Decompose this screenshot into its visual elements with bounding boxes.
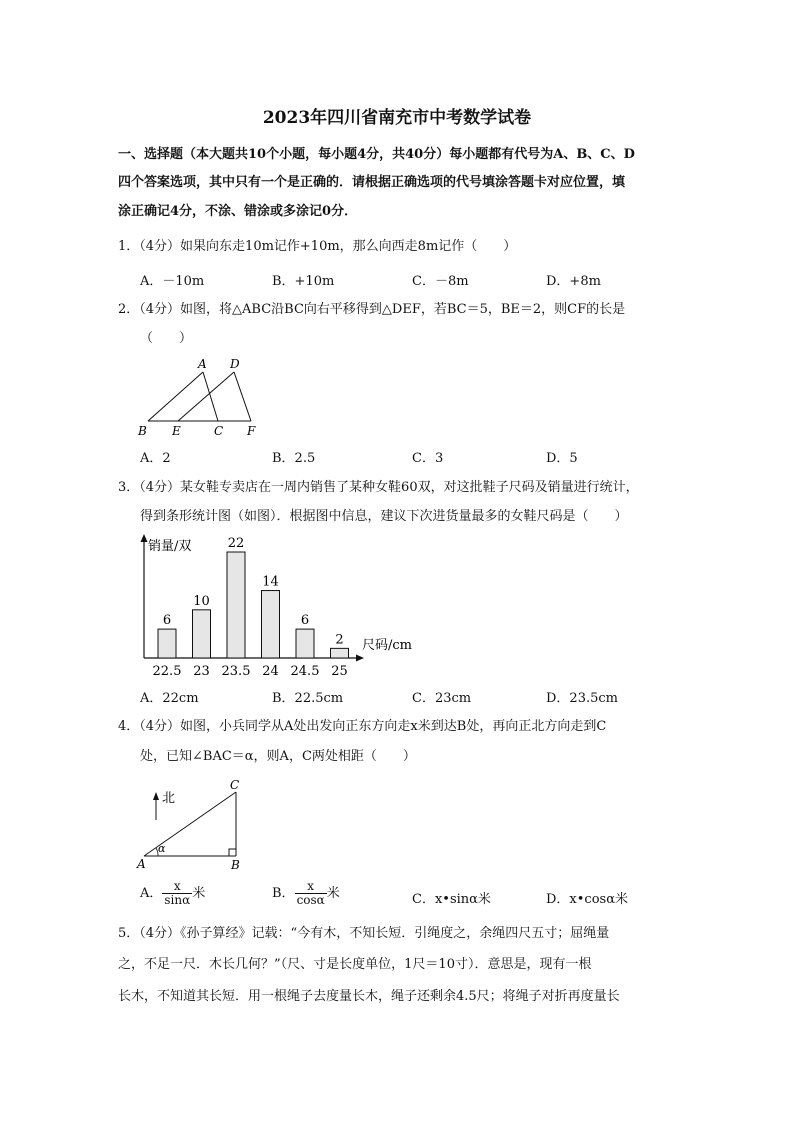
label-a: A bbox=[198, 357, 207, 371]
north-label: 北 bbox=[162, 791, 176, 806]
section-instructions-line2: 四个答案选项，其中只有一个是正确的．请根据正确选项的代号填涂答题卡对应位置，填 bbox=[118, 175, 626, 190]
bar-value-label: 6 bbox=[300, 613, 310, 629]
y-axis-arrow bbox=[141, 534, 148, 542]
x-tick-label: 25 bbox=[331, 664, 348, 679]
label-e: E bbox=[172, 424, 181, 438]
section-instructions-line3: 涂正确记4分，不涂、错涂或多涂记0分． bbox=[118, 204, 358, 219]
x-axis-arrow bbox=[356, 655, 364, 662]
bar-25 bbox=[331, 648, 349, 658]
question-4-stem-cont: 处，已知∠BAC＝α，则A，C两处相距（ ） bbox=[140, 749, 416, 764]
label-d: D bbox=[230, 357, 240, 371]
question-4-stem: 4．（4分）如图，小兵同学从A处出发向正东方向走x米到达B处，再向正北方向走到C bbox=[118, 719, 607, 734]
x-tick-label: 23 bbox=[193, 664, 210, 679]
q1-option-d: D．+8m bbox=[546, 274, 601, 289]
fraction-denominator: sinα bbox=[164, 893, 191, 907]
x-tick-label: 22.5 bbox=[152, 664, 182, 679]
bar-24.5 bbox=[296, 629, 314, 658]
bar-value-label: 14 bbox=[262, 574, 279, 590]
right-triangle-figure bbox=[132, 774, 252, 874]
fraction-numerator: x bbox=[295, 880, 327, 894]
right-angle-mark bbox=[229, 849, 236, 856]
bar-22.5 bbox=[158, 629, 176, 658]
q2-option-a: A．2 bbox=[140, 451, 171, 466]
label-b: B bbox=[231, 858, 240, 872]
question-5-line1: 5．（4分）《孙子算经》记载：“今有木，不知长短．引绳度之，余绳四尺五寸；屈绳量 bbox=[118, 926, 610, 941]
q2-option-d: D．5 bbox=[546, 451, 578, 466]
q1-option-c: C．－8m bbox=[412, 274, 469, 289]
q4-option-d: D．x•cosα米 bbox=[546, 892, 628, 907]
question-3-stem: 3．（4分）某女鞋专卖店在一周内销售了某种女鞋60双，对这批鞋子尺码及销量进行统计， bbox=[118, 480, 639, 495]
north-arrow-head bbox=[153, 792, 159, 800]
q3-option-b: B．22.5cm bbox=[272, 691, 344, 706]
q2-option-c: C．3 bbox=[412, 451, 444, 466]
label-c: C bbox=[214, 424, 224, 438]
page-title: 2023年四川省南充市中考数学试卷 bbox=[262, 108, 532, 128]
bar-value-label: 10 bbox=[193, 593, 210, 609]
translation-triangle-figure bbox=[130, 352, 270, 438]
q4-option-a-unit: 米 bbox=[192, 886, 206, 901]
q1-option-b: B．+10m bbox=[272, 274, 335, 289]
label-c: C bbox=[230, 778, 240, 792]
label-a: A bbox=[137, 857, 146, 871]
x-axis-label: 尺码/cm bbox=[362, 638, 412, 653]
shoe-size-bar-chart bbox=[128, 530, 428, 680]
question-1-stem: 1．（4分）如果向东走10m记作+10m，那么向西走8m记作（ ） bbox=[118, 239, 517, 254]
bar-23.5 bbox=[227, 552, 245, 658]
q4-option-b-fraction bbox=[295, 880, 327, 907]
q3-option-d: D．23.5cm bbox=[546, 691, 618, 706]
bar-value-label: 6 bbox=[162, 613, 172, 629]
x-tick-label: 24.5 bbox=[290, 664, 320, 679]
y-axis-label: 销量/双 bbox=[148, 539, 192, 554]
label-f: F bbox=[247, 424, 256, 438]
label-alpha: α bbox=[158, 842, 166, 855]
fraction-numerator: x bbox=[162, 880, 192, 894]
bar-23 bbox=[193, 610, 211, 658]
q3-option-a: A．22cm bbox=[140, 691, 199, 706]
q4-option-b bbox=[272, 880, 340, 907]
question-2-stem: 2．（4分）如图，将△ABC沿BC向右平移得到△DEF，若BC＝5，BE＝2，则CF的长是 bbox=[118, 302, 626, 317]
q4-option-b-prefix: B． bbox=[272, 886, 295, 901]
bar-value-label: 22 bbox=[227, 536, 245, 551]
q2-option-b: B．2.5 bbox=[272, 451, 316, 466]
q4-option-b-unit: 米 bbox=[326, 886, 340, 901]
bar-value-label: 2 bbox=[335, 632, 344, 648]
fraction-denominator: cosα bbox=[296, 893, 325, 907]
q4-option-c: C．x•sinα米 bbox=[412, 892, 491, 907]
q4-option-a bbox=[140, 880, 205, 907]
section-instructions-line1: 一、选择题（本大题共10个小题，每小题4分，共40分）每小题都有代号为A、B、C、D bbox=[118, 147, 635, 162]
question-5-line3: 长木，不知道其长短．用一根绳子去度量长木，绳子还剩余4.5尺；将绳子对折再度量长 bbox=[118, 989, 620, 1004]
x-tick-label: 24 bbox=[262, 664, 279, 679]
q4-option-a-prefix: A． bbox=[140, 886, 163, 901]
question-3-stem-cont: 得到条形统计图（如图）．根据图中信息，建议下次进货量最多的女鞋尺码是（ ） bbox=[140, 509, 628, 524]
x-tick-label: 23.5 bbox=[221, 664, 251, 679]
bar-24 bbox=[262, 591, 280, 658]
q4-option-a-fraction bbox=[162, 880, 192, 907]
q3-option-c: C．23cm bbox=[412, 691, 472, 706]
q1-option-a: A．－10m bbox=[140, 274, 205, 289]
label-b: B bbox=[138, 424, 147, 438]
question-5-line2: 之，不足一尺．木长几何？”（尺、寸是长度单位，1尺＝10寸）．意思是，现有一根 bbox=[118, 957, 592, 972]
question-2-stem-cont: （ ） bbox=[140, 331, 193, 346]
